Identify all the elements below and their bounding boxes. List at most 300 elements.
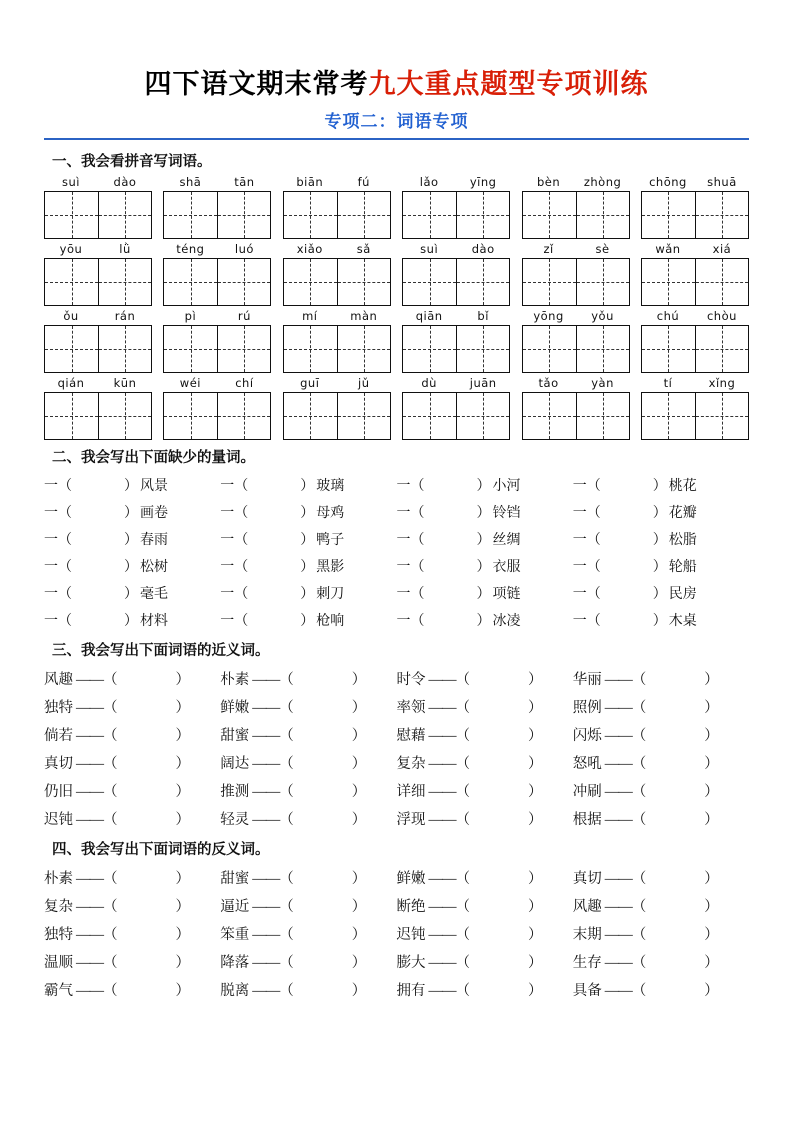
guide-line-vertical bbox=[244, 393, 245, 439]
synonym-prompt-word: 闪烁 bbox=[572, 727, 602, 744]
tianzige-cell[interactable] bbox=[695, 259, 748, 305]
connector-dash: ——（ bbox=[604, 982, 646, 999]
connector-dash: ——（ bbox=[428, 954, 469, 971]
pinyin-word-group bbox=[402, 242, 510, 306]
guide-line-vertical bbox=[603, 192, 604, 238]
tianzige-cell[interactable] bbox=[164, 326, 217, 372]
tianzige-box[interactable] bbox=[641, 191, 749, 239]
tianzige-cell[interactable] bbox=[642, 393, 695, 439]
synonym-item[interactable] bbox=[44, 776, 220, 804]
connector-dash: ——（ bbox=[604, 926, 646, 943]
tianzige-box[interactable] bbox=[163, 191, 271, 239]
table-row bbox=[44, 804, 749, 832]
paren-close: ） bbox=[175, 783, 190, 800]
tianzige-cell[interactable] bbox=[98, 393, 151, 439]
quantifier-prefix: 一（ bbox=[396, 505, 425, 521]
quantifier-item[interactable] bbox=[573, 525, 749, 552]
connector-dash: ——（ bbox=[604, 755, 646, 772]
pinyin-label bbox=[283, 175, 391, 189]
synonym-item[interactable] bbox=[220, 692, 396, 720]
antonym-item[interactable] bbox=[573, 947, 749, 975]
quantifier-item[interactable] bbox=[573, 606, 749, 633]
antonym-item[interactable] bbox=[44, 975, 220, 1003]
guide-line-vertical bbox=[722, 259, 723, 305]
connector-dash: ——（ bbox=[604, 727, 646, 744]
tianzige-cell[interactable] bbox=[45, 192, 98, 238]
quantifier-item[interactable] bbox=[573, 498, 749, 525]
tianzige-box[interactable] bbox=[163, 325, 271, 373]
synonym-item[interactable] bbox=[573, 664, 749, 692]
paren-close: ） bbox=[351, 671, 367, 688]
tianzige-box[interactable] bbox=[283, 392, 391, 440]
tianzige-cell[interactable] bbox=[337, 259, 390, 305]
pinyin-word-group bbox=[283, 376, 391, 440]
guide-line-vertical bbox=[244, 192, 245, 238]
paren-close: ） bbox=[351, 699, 367, 716]
pinyin-syllable: sǎ bbox=[356, 242, 371, 256]
pinyin-syllable: wéi bbox=[179, 376, 201, 390]
antonym-item[interactable] bbox=[220, 919, 396, 947]
pinyin-row bbox=[44, 175, 749, 239]
tianzige-cell[interactable] bbox=[217, 192, 270, 238]
pinyin-word-group bbox=[402, 309, 510, 373]
pinyin-syllable: xiá bbox=[712, 242, 732, 256]
quantifier-noun: 画卷 bbox=[140, 505, 168, 521]
quantifier-suffix: ） bbox=[652, 586, 667, 602]
synonym-item[interactable] bbox=[573, 748, 749, 776]
quantifier-prefix: 一（ bbox=[44, 613, 72, 629]
tianzige-box[interactable] bbox=[44, 191, 152, 239]
quantifier-noun: 枪响 bbox=[316, 613, 345, 629]
antonym-prompt-word: 降落 bbox=[220, 954, 250, 971]
quantifier-prefix: 一（ bbox=[44, 478, 72, 494]
quantifier-item[interactable] bbox=[220, 525, 396, 552]
connector-dash: ——（ bbox=[428, 811, 469, 828]
quantifier-suffix: ） bbox=[476, 478, 491, 494]
table-row bbox=[44, 579, 749, 606]
synonym-item[interactable] bbox=[573, 804, 749, 832]
connector-dash: ——（ bbox=[428, 926, 469, 943]
tianzige-cell[interactable] bbox=[284, 326, 337, 372]
connector-dash: ——（ bbox=[76, 671, 117, 688]
antonym-prompt-word: 膨大 bbox=[396, 954, 426, 971]
table-row bbox=[44, 947, 749, 975]
guide-line-vertical bbox=[244, 326, 245, 372]
pinyin-word-group bbox=[522, 242, 630, 306]
quantifier-suffix: ） bbox=[652, 478, 667, 494]
tianzige-cell[interactable] bbox=[217, 326, 270, 372]
guide-line-vertical bbox=[603, 326, 604, 372]
antonym-prompt-word: 生存 bbox=[572, 954, 602, 971]
pinyin-label bbox=[641, 242, 749, 256]
pinyin-label bbox=[283, 309, 391, 323]
guide-line-vertical bbox=[668, 393, 669, 439]
synonym-prompt-word: 根据 bbox=[572, 811, 602, 828]
guide-line-vertical bbox=[125, 326, 126, 372]
pinyin-label bbox=[163, 376, 271, 390]
quantifier-prefix: 一（ bbox=[572, 532, 601, 548]
tianzige-cell[interactable] bbox=[98, 192, 151, 238]
antonym-prompt-word: 温顺 bbox=[44, 954, 73, 971]
synonym-item[interactable] bbox=[44, 804, 220, 832]
tianzige-cell[interactable] bbox=[642, 259, 695, 305]
synonym-item[interactable] bbox=[220, 664, 396, 692]
tianzige-box[interactable] bbox=[44, 392, 152, 440]
synonym-item[interactable] bbox=[397, 720, 573, 748]
quantifier-noun: 毫毛 bbox=[140, 586, 168, 602]
quantifier-item[interactable] bbox=[220, 552, 396, 579]
tianzige-box[interactable] bbox=[522, 325, 630, 373]
tianzige-box[interactable] bbox=[402, 325, 510, 373]
tianzige-cell[interactable] bbox=[403, 393, 456, 439]
section-2-heading: 二、我会写出下面缺少的量词。 bbox=[52, 450, 255, 466]
pinyin-syllable: xǐng bbox=[708, 376, 736, 390]
paren-close: ） bbox=[175, 699, 190, 716]
tianzige-box[interactable] bbox=[163, 258, 271, 306]
connector-dash: ——（ bbox=[76, 727, 117, 744]
paren-close: ） bbox=[528, 954, 543, 971]
pinyin-word-group bbox=[163, 376, 271, 440]
tianzige-cell[interactable] bbox=[98, 259, 151, 305]
pinyin-syllable: shuā bbox=[707, 175, 737, 189]
pinyin-word-group bbox=[641, 175, 749, 239]
tianzige-cell[interactable] bbox=[403, 192, 456, 238]
tianzige-cell[interactable] bbox=[98, 326, 151, 372]
quantifier-item[interactable] bbox=[573, 552, 749, 579]
paren-close: ） bbox=[528, 982, 543, 999]
antonym-item[interactable] bbox=[573, 863, 749, 891]
synonym-prompt-word: 华丽 bbox=[572, 671, 602, 688]
tianzige-box[interactable] bbox=[522, 258, 630, 306]
tianzige-cell[interactable] bbox=[523, 393, 576, 439]
connector-dash: ——（ bbox=[428, 671, 469, 688]
quantifier-item[interactable] bbox=[397, 606, 573, 633]
synonym-item[interactable] bbox=[220, 720, 396, 748]
tianzige-cell[interactable] bbox=[523, 326, 576, 372]
paren-close: ） bbox=[528, 898, 543, 915]
quantifier-prefix: 一（ bbox=[572, 478, 601, 494]
synonym-prompt-word: 风趣 bbox=[44, 671, 73, 688]
paren-close: ） bbox=[704, 982, 719, 999]
synonym-item[interactable] bbox=[573, 720, 749, 748]
quantifier-item[interactable] bbox=[573, 579, 749, 606]
pinyin-syllable: juān bbox=[469, 376, 497, 390]
synonym-item[interactable] bbox=[44, 748, 220, 776]
synonym-item[interactable] bbox=[44, 692, 220, 720]
synonym-prompt-word: 浮现 bbox=[396, 811, 426, 828]
antonym-item[interactable] bbox=[220, 863, 396, 891]
tianzige-box[interactable] bbox=[641, 392, 749, 440]
guide-line-vertical bbox=[603, 259, 604, 305]
quantifier-suffix: ） bbox=[652, 532, 667, 548]
quantifier-suffix: ） bbox=[476, 613, 491, 629]
synonym-item[interactable] bbox=[573, 692, 749, 720]
synonym-item[interactable] bbox=[220, 804, 396, 832]
antonym-item[interactable] bbox=[44, 891, 220, 919]
pinyin-label bbox=[522, 242, 630, 256]
guide-line-vertical bbox=[125, 393, 126, 439]
quantifier-item[interactable] bbox=[397, 552, 573, 579]
connector-dash: ——（ bbox=[428, 870, 469, 887]
pinyin-label bbox=[163, 309, 271, 323]
quantifier-noun: 春雨 bbox=[140, 532, 168, 548]
quantifier-suffix: ） bbox=[476, 532, 491, 548]
pinyin-syllable: téng bbox=[176, 242, 205, 256]
connector-dash: ——（ bbox=[252, 755, 293, 772]
guide-line-vertical bbox=[191, 259, 192, 305]
guide-line-vertical bbox=[364, 326, 365, 372]
tianzige-box[interactable] bbox=[522, 392, 630, 440]
quantifier-item[interactable] bbox=[573, 471, 749, 498]
paren-close: ） bbox=[528, 870, 543, 887]
pinyin-syllable: dào bbox=[471, 242, 495, 256]
table-row bbox=[44, 919, 749, 947]
quantifier-noun: 黑影 bbox=[316, 559, 345, 575]
synonym-item[interactable] bbox=[220, 748, 396, 776]
pinyin-syllable: zhòng bbox=[583, 175, 622, 189]
synonym-item[interactable] bbox=[44, 664, 220, 692]
pinyin-syllable: yōu bbox=[59, 242, 83, 256]
connector-dash: ——（ bbox=[428, 699, 469, 716]
tianzige-cell[interactable] bbox=[45, 259, 98, 305]
paren-close: ） bbox=[704, 755, 719, 772]
guide-line-vertical bbox=[430, 192, 431, 238]
pinyin-word-group bbox=[163, 242, 271, 306]
quantifier-prefix: 一（ bbox=[572, 613, 601, 629]
pinyin-word-group bbox=[163, 175, 271, 239]
quantifier-noun: 松脂 bbox=[668, 532, 697, 548]
tianzige-box[interactable] bbox=[283, 325, 391, 373]
quantifier-item[interactable] bbox=[44, 525, 220, 552]
antonym-prompt-word: 霸气 bbox=[44, 982, 73, 999]
paren-close: ） bbox=[528, 699, 543, 716]
tianzige-box[interactable] bbox=[522, 191, 630, 239]
synonym-item[interactable] bbox=[397, 664, 573, 692]
tianzige-cell[interactable] bbox=[284, 259, 337, 305]
tianzige-cell[interactable] bbox=[456, 192, 509, 238]
pinyin-word-group bbox=[44, 309, 152, 373]
page-title-part1: 四下语文期末常考 bbox=[144, 69, 369, 99]
pinyin-word-group bbox=[283, 175, 391, 239]
antonym-prompt-word: 逼近 bbox=[220, 898, 250, 915]
guide-line-vertical bbox=[430, 393, 431, 439]
paren-close: ） bbox=[351, 898, 367, 915]
quantifier-item[interactable] bbox=[220, 498, 396, 525]
quantifier-suffix: ） bbox=[124, 505, 138, 521]
paren-close: ） bbox=[175, 671, 190, 688]
tianzige-cell[interactable] bbox=[284, 393, 337, 439]
pinyin-word-group bbox=[44, 175, 152, 239]
antonym-item[interactable] bbox=[220, 891, 396, 919]
table-row bbox=[44, 975, 749, 1003]
antonym-item[interactable] bbox=[44, 947, 220, 975]
quantifier-noun: 冰凌 bbox=[492, 613, 521, 629]
quantifier-suffix: ） bbox=[476, 586, 491, 602]
tianzige-cell[interactable] bbox=[695, 393, 748, 439]
tianzige-box[interactable] bbox=[402, 258, 510, 306]
quantifier-suffix: ） bbox=[476, 505, 491, 521]
guide-line-vertical bbox=[722, 192, 723, 238]
antonym-item[interactable] bbox=[220, 975, 396, 1003]
quantifier-prefix: 一（ bbox=[220, 532, 249, 548]
antonym-prompt-word: 迟钝 bbox=[396, 926, 426, 943]
tianzige-cell[interactable] bbox=[217, 393, 270, 439]
tianzige-cell[interactable] bbox=[576, 393, 629, 439]
tianzige-cell[interactable] bbox=[403, 326, 456, 372]
pinyin-grid-section bbox=[44, 175, 749, 440]
quantifier-prefix: 一（ bbox=[396, 559, 425, 575]
tianzige-box[interactable] bbox=[44, 325, 152, 373]
antonym-item[interactable] bbox=[397, 863, 573, 891]
pinyin-label bbox=[402, 175, 510, 189]
tianzige-cell[interactable] bbox=[337, 192, 390, 238]
table-row bbox=[44, 471, 749, 498]
tianzige-cell[interactable] bbox=[642, 192, 695, 238]
synonym-item[interactable] bbox=[44, 720, 220, 748]
quantifier-item[interactable] bbox=[397, 471, 573, 498]
paren-close: ） bbox=[351, 783, 367, 800]
tianzige-cell[interactable] bbox=[576, 326, 629, 372]
tianzige-cell[interactable] bbox=[456, 259, 509, 305]
quantifier-item[interactable] bbox=[220, 606, 396, 633]
tianzige-cell[interactable] bbox=[337, 326, 390, 372]
tianzige-box[interactable] bbox=[44, 258, 152, 306]
quantifier-prefix: 一（ bbox=[44, 532, 72, 548]
quantifier-noun: 母鸡 bbox=[316, 505, 345, 521]
pinyin-syllable: tān bbox=[234, 175, 255, 189]
tianzige-cell[interactable] bbox=[337, 393, 390, 439]
connector-dash: ——（ bbox=[428, 727, 469, 744]
tianzige-cell[interactable] bbox=[523, 192, 576, 238]
tianzige-box[interactable] bbox=[641, 325, 749, 373]
pinyin-word-group bbox=[44, 376, 152, 440]
paren-close: ） bbox=[351, 755, 367, 772]
tianzige-cell[interactable] bbox=[45, 393, 98, 439]
tianzige-cell[interactable] bbox=[217, 259, 270, 305]
page-subtitle: 专项二：词语专项 bbox=[324, 112, 469, 131]
synonym-item[interactable] bbox=[397, 776, 573, 804]
antonym-item[interactable] bbox=[44, 919, 220, 947]
quantifier-suffix: ） bbox=[300, 559, 315, 575]
antonym-item[interactable] bbox=[44, 863, 220, 891]
pinyin-syllable: sè bbox=[595, 242, 610, 256]
tianzige-cell[interactable] bbox=[456, 393, 509, 439]
synonym-prompt-word: 仍旧 bbox=[44, 783, 73, 800]
tianzige-box[interactable] bbox=[163, 392, 271, 440]
quantifier-suffix: ） bbox=[124, 613, 138, 629]
quantifier-suffix: ） bbox=[300, 613, 315, 629]
tianzige-cell[interactable] bbox=[523, 259, 576, 305]
connector-dash: ——（ bbox=[76, 811, 117, 828]
antonym-item[interactable] bbox=[573, 919, 749, 947]
quantifier-suffix: ） bbox=[476, 559, 491, 575]
quantifier-item[interactable] bbox=[220, 579, 396, 606]
pinyin-syllable: qiān bbox=[415, 309, 443, 323]
antonym-item[interactable] bbox=[397, 919, 573, 947]
synonym-item[interactable] bbox=[220, 776, 396, 804]
tianzige-cell[interactable] bbox=[164, 192, 217, 238]
quantifier-prefix: 一（ bbox=[396, 586, 425, 602]
antonym-item[interactable] bbox=[220, 947, 396, 975]
quantifier-item[interactable] bbox=[44, 498, 220, 525]
pinyin-syllable: suì bbox=[420, 242, 439, 256]
paren-close: ） bbox=[175, 755, 190, 772]
pinyin-syllable: guī bbox=[300, 376, 320, 390]
tianzige-cell[interactable] bbox=[576, 192, 629, 238]
tianzige-cell[interactable] bbox=[456, 326, 509, 372]
tianzige-box[interactable] bbox=[641, 258, 749, 306]
tianzige-cell[interactable] bbox=[45, 326, 98, 372]
antonym-item[interactable] bbox=[573, 975, 749, 1003]
guide-line-vertical bbox=[364, 393, 365, 439]
synonym-prompt-word: 复杂 bbox=[396, 755, 426, 772]
quantifier-item[interactable] bbox=[397, 525, 573, 552]
tianzige-cell[interactable] bbox=[164, 259, 217, 305]
quantifier-item[interactable] bbox=[397, 498, 573, 525]
synonym-item[interactable] bbox=[573, 776, 749, 804]
paren-close: ） bbox=[704, 811, 719, 828]
guide-line-vertical bbox=[125, 259, 126, 305]
synonym-prompt-word: 冲刷 bbox=[572, 783, 602, 800]
antonym-item[interactable] bbox=[397, 947, 573, 975]
guide-line-vertical bbox=[72, 259, 73, 305]
quantifier-noun: 轮船 bbox=[668, 559, 697, 575]
quantifier-item[interactable] bbox=[44, 606, 220, 633]
quantifier-noun: 松树 bbox=[140, 559, 168, 575]
tianzige-box[interactable] bbox=[402, 392, 510, 440]
guide-line-vertical bbox=[549, 326, 550, 372]
quantifier-item[interactable] bbox=[220, 471, 396, 498]
connector-dash: ——（ bbox=[604, 783, 646, 800]
tianzige-cell[interactable] bbox=[695, 192, 748, 238]
tianzige-box[interactable] bbox=[283, 258, 391, 306]
connector-dash: ——（ bbox=[428, 898, 469, 915]
pinyin-word-group bbox=[402, 175, 510, 239]
pinyin-label bbox=[163, 175, 271, 189]
synonym-item[interactable] bbox=[397, 804, 573, 832]
antonym-item[interactable] bbox=[573, 891, 749, 919]
table-row bbox=[44, 525, 749, 552]
antonym-item[interactable] bbox=[397, 975, 573, 1003]
guide-line-vertical bbox=[483, 393, 484, 439]
quantifier-item[interactable] bbox=[44, 552, 220, 579]
synonym-item[interactable] bbox=[397, 748, 573, 776]
pinyin-syllable: fú bbox=[357, 175, 370, 189]
tianzige-box[interactable] bbox=[402, 191, 510, 239]
paren-close: ） bbox=[704, 727, 719, 744]
antonym-item[interactable] bbox=[397, 891, 573, 919]
quantifier-prefix: 一（ bbox=[220, 559, 249, 575]
tianzige-cell[interactable] bbox=[164, 393, 217, 439]
tianzige-cell[interactable] bbox=[284, 192, 337, 238]
quantifier-item[interactable] bbox=[44, 579, 220, 606]
tianzige-cell[interactable] bbox=[576, 259, 629, 305]
tianzige-box[interactable] bbox=[283, 191, 391, 239]
paren-close: ） bbox=[704, 699, 719, 716]
tianzige-cell[interactable] bbox=[403, 259, 456, 305]
guide-line-vertical bbox=[549, 192, 550, 238]
tianzige-cell[interactable] bbox=[642, 326, 695, 372]
pinyin-syllable: shā bbox=[179, 175, 202, 189]
synonym-item[interactable] bbox=[397, 692, 573, 720]
quantifier-suffix: ） bbox=[124, 586, 138, 602]
pinyin-syllable: jǔ bbox=[358, 376, 370, 390]
tianzige-cell[interactable] bbox=[695, 326, 748, 372]
pinyin-label bbox=[44, 242, 152, 256]
quantifier-item[interactable] bbox=[44, 471, 220, 498]
synonym-prompt-word: 率领 bbox=[396, 699, 426, 716]
quantifier-item[interactable] bbox=[397, 579, 573, 606]
